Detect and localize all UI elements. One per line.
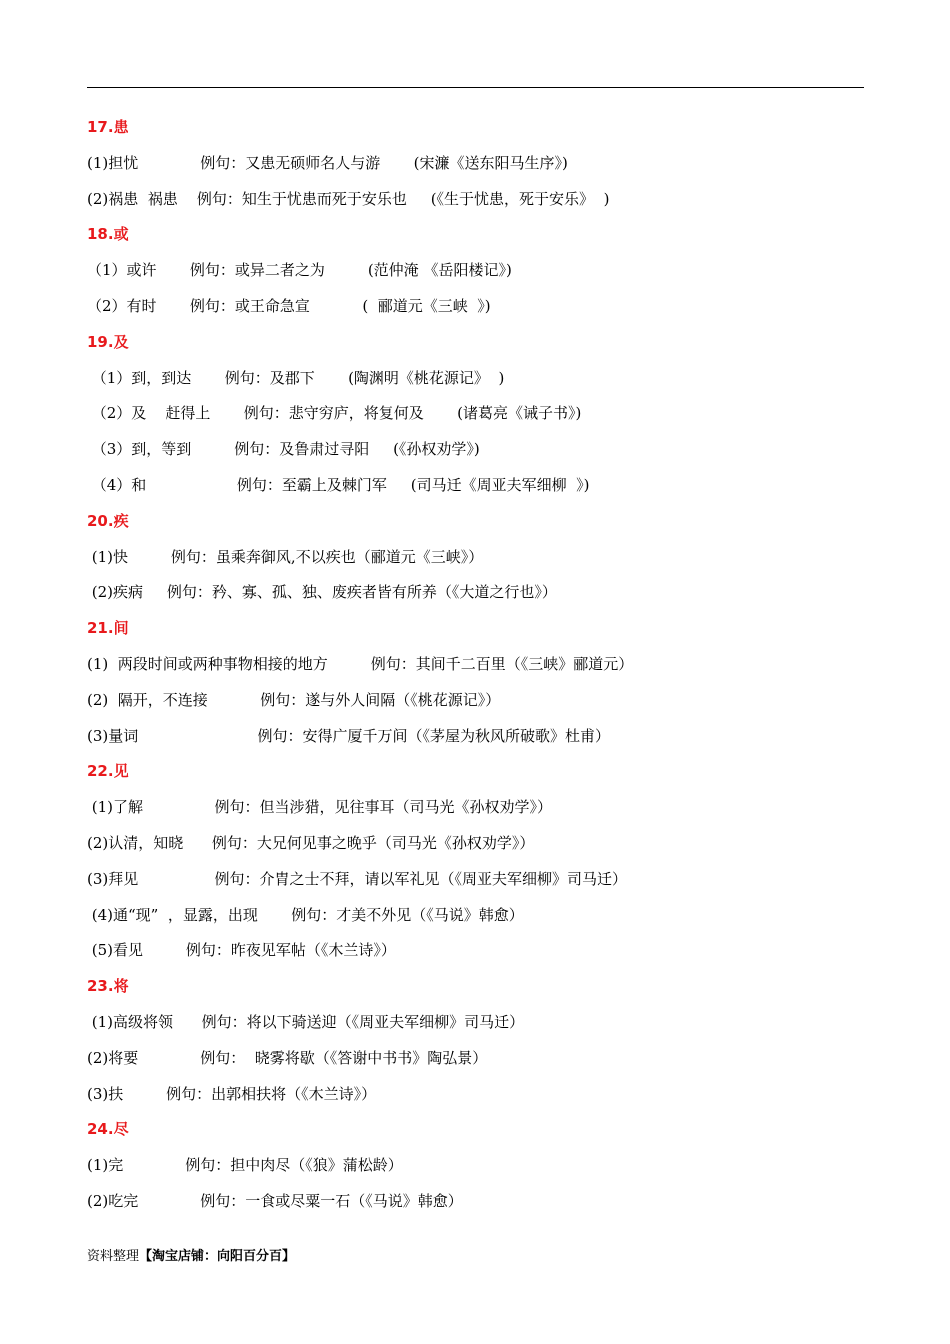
section-heading: 17.患 [87, 118, 129, 136]
footer [87, 1248, 295, 1266]
definition-line: （2）及 赶得上 例句：悲守穷庐，将复何及 (诸葛亮《诫子书》) [87, 404, 582, 423]
definition-line: (5)看见 例句：昨夜见军帖（《木兰诗》） [87, 941, 396, 960]
definition-line: (2)将要 例句： 晓雾将歇（《答谢中书书》陶弘景） [87, 1048, 488, 1067]
section-heading: 20.疾 [87, 511, 129, 530]
section-heading: 24.尽 [87, 1120, 129, 1139]
definition-line: （4）和 例句：至霸上及棘门军 (司马迁《周亚夫军细柳 》) [87, 476, 590, 494]
definition-line: (1)担忧 例句：又患无硕师名人与游 (宋濂《送东阳马生序》) [87, 153, 568, 172]
definition-line: (3)量词 例句：安得广厦千万间（《茅屋为秋风所破歌》杜甫） [87, 726, 610, 745]
definition-line: (3)扶 例句：出郭相扶将（《木兰诗》） [87, 1084, 377, 1103]
definition-line: (1) 两段时间或两种事物相接的地方 例句：其间千二百里（《三峡》郦道元） [87, 655, 634, 673]
definition-line: （2）有时 例句：或王命急宣 ( 郦道元《三峡 》) [87, 297, 491, 315]
section-heading: 19.及 [87, 332, 129, 351]
footer-shop: 【淘宝店铺：向阳百分百】 [139, 1249, 296, 1264]
footer-prefix: 资料整理 [87, 1249, 140, 1264]
definition-line: (1)高级将领 例句：将以下骑送迎（《周亚夫军细柳》司马迁） [87, 1013, 525, 1031]
definition-line: (2)祸患 祸患 例句：知生于忧患而死于安乐也 (《生于忧患，死于安乐》 ) [87, 189, 610, 208]
definition-line: （1）到，到达 例句：及郡下 (陶渊明《桃花源记》 ) [87, 368, 505, 387]
section-heading: 18.或 [87, 225, 129, 244]
section-heading: 21.间 [87, 619, 129, 638]
definition-line: （3）到，等到 例句：及鲁肃过寻阳 (《孙权劝学》) [87, 440, 480, 459]
definition-line: (2)认清，知晓 例句：大兄何见事之晚乎（司马光《孙权劝学》） [87, 834, 535, 852]
section-heading: 23.将 [87, 977, 129, 996]
definition-line: (2)吃完 例句：一食或尽粟一石（《马说》韩愈） [87, 1192, 463, 1210]
definition-line: (1)了解 例句：但当涉猎，见往事耳（司马光《孙权劝学》） [87, 798, 553, 817]
definition-line: （1）或许 例句：或异二者之为 (范仲淹 《岳阳楼记》) [87, 261, 512, 280]
definition-line: (3)拜见 例句：介胄之士不拜，请以军礼见（《周亚夫军细柳》司马迁） [87, 869, 628, 888]
definition-line: (2) 隔开，不连接 例句：遂与外人间隔（《桃花源记》） [87, 690, 501, 709]
definition-line: (1)完 例句：担中肉尽（《狼》蒲松龄） [87, 1156, 403, 1175]
section-heading: 22.见 [87, 762, 129, 781]
header-rule [87, 87, 864, 88]
definition-line: (4)通“现” ，显露，出现 例句：才美不外见（《马说》韩愈） [87, 905, 524, 924]
definition-line: (1)快 例句：虽乘奔御风,不以疾也（郦道元《三峡》） [87, 547, 484, 566]
definition-line: (2)疾病 例句：矜、寡、孤、独、废疾者皆有所养（《大道之行也》） [87, 583, 557, 602]
